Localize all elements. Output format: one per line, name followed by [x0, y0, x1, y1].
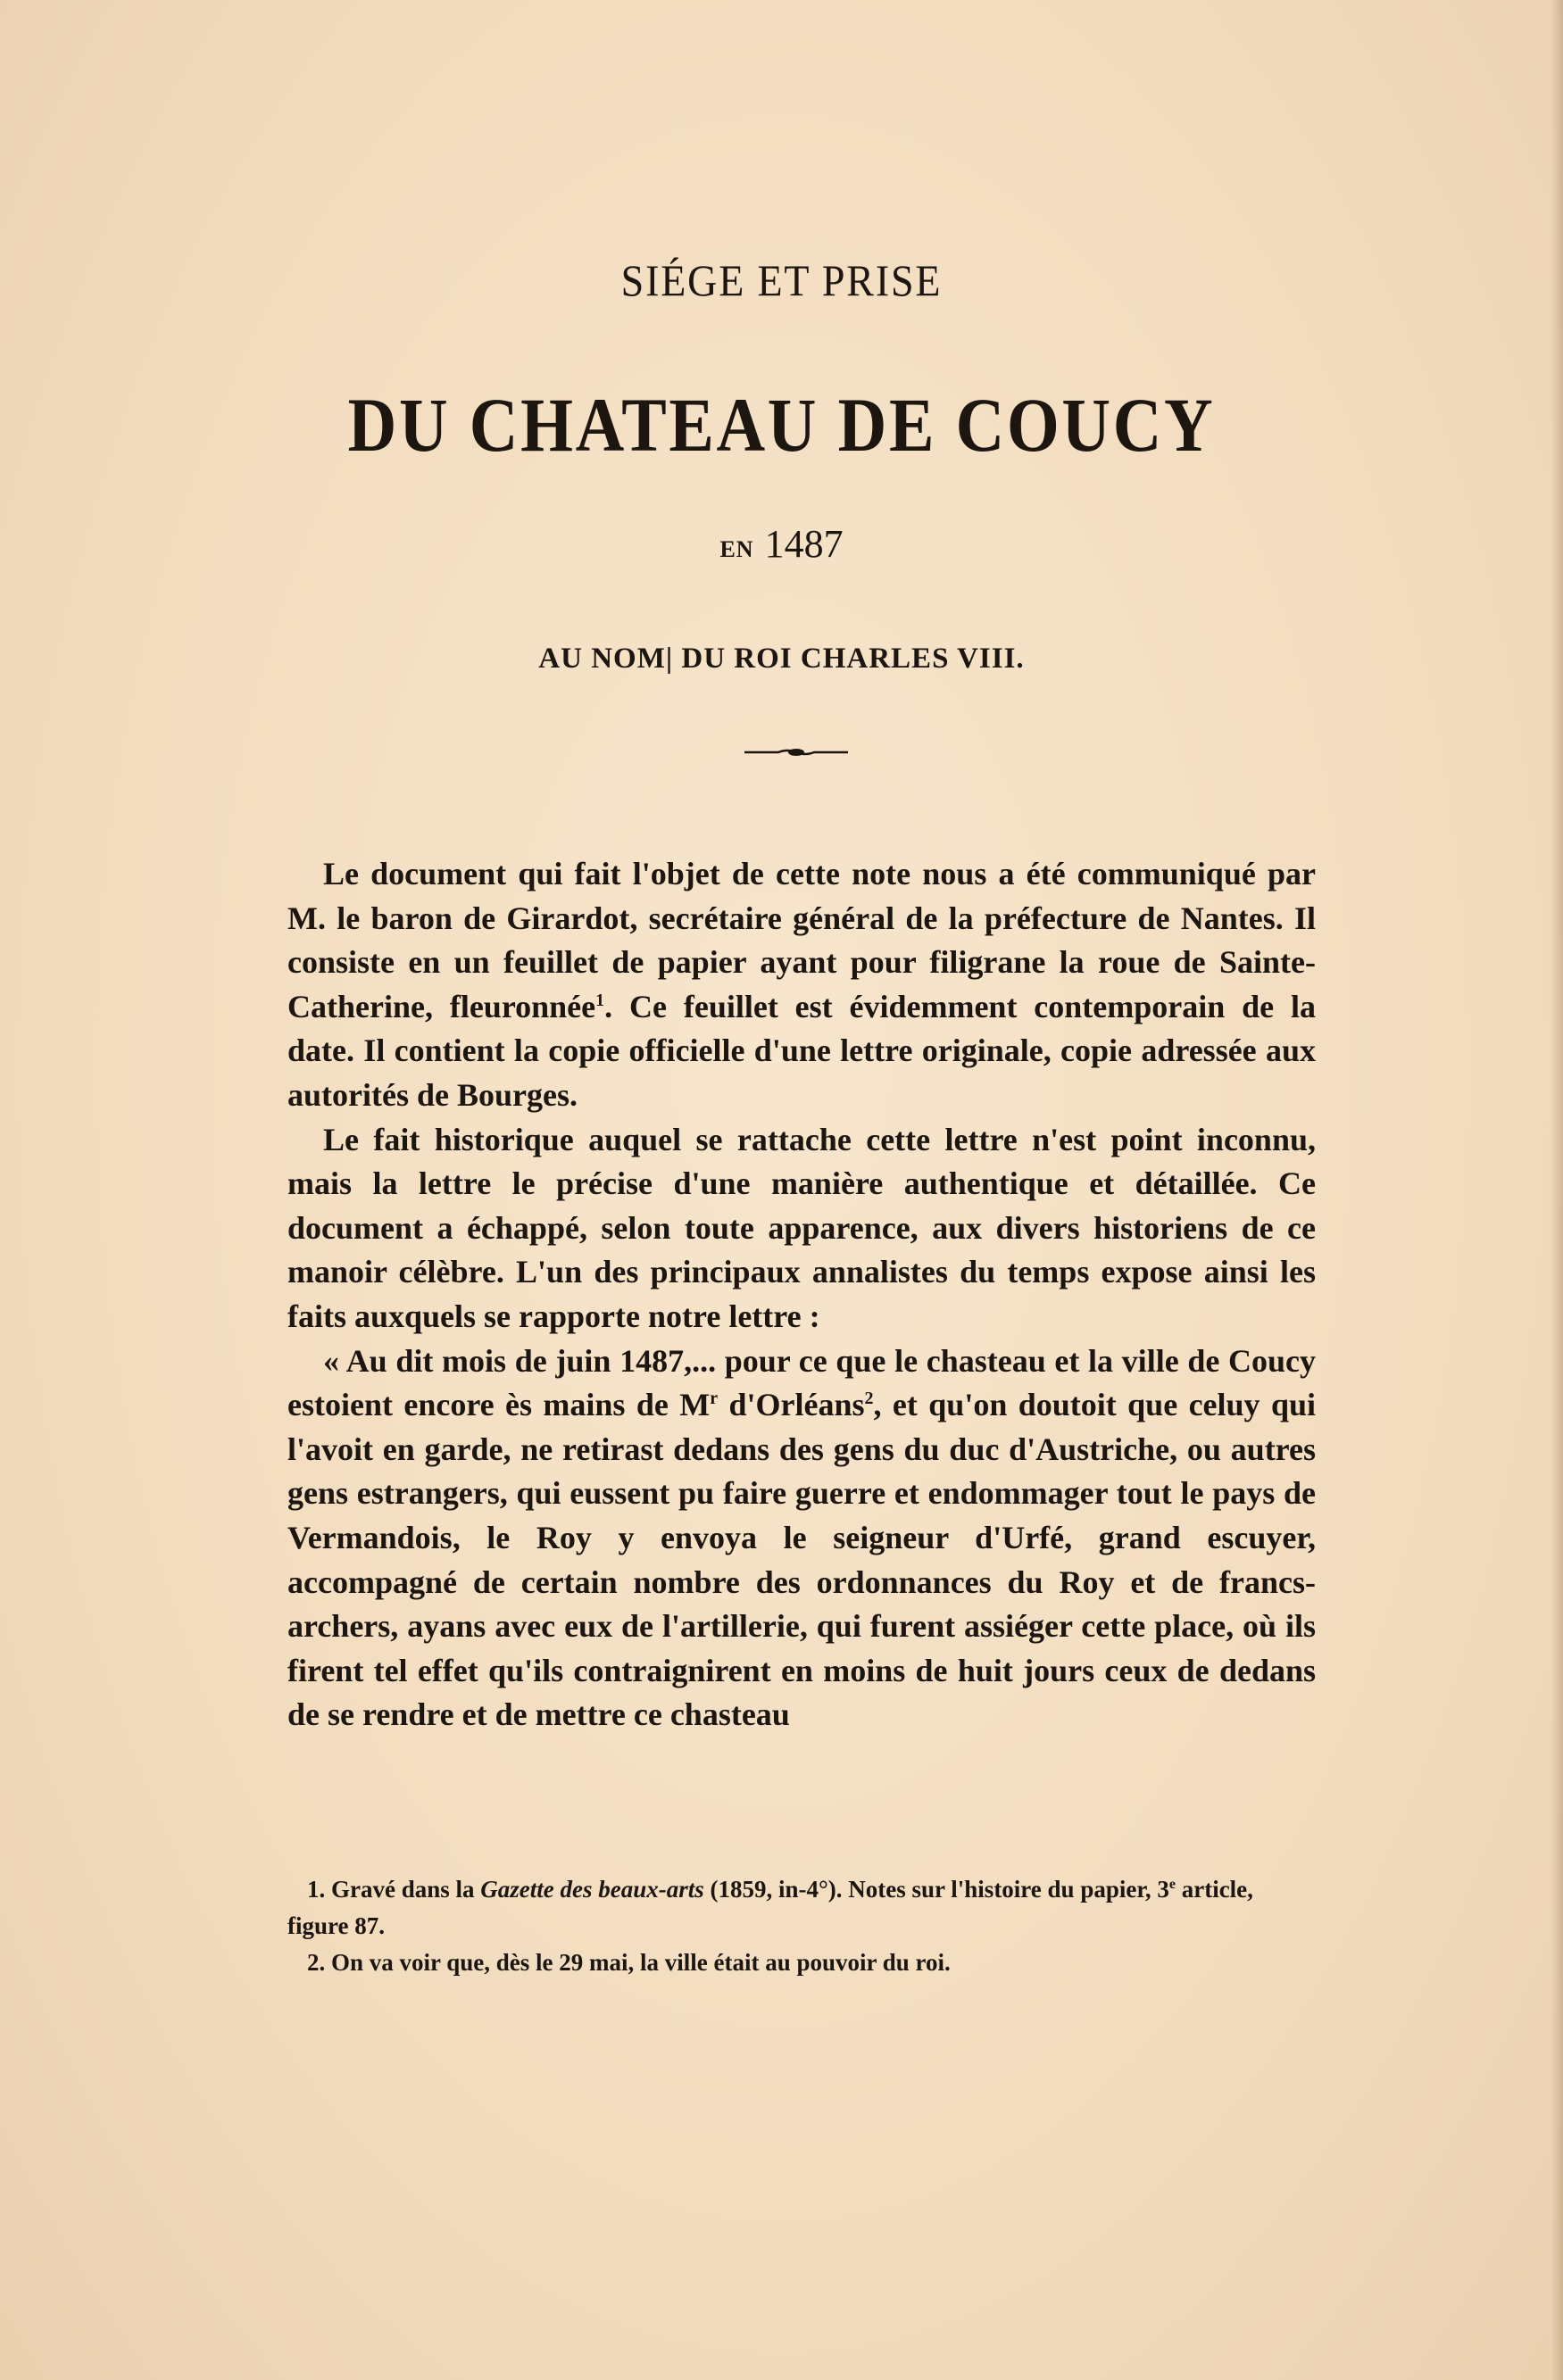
footnote-1: 1. Gravé dans la Gazette des beaux-arts (1859, in-4°). Notes sur l'histoire du papier, 3e article, figure 87. — [287, 1876, 1253, 1939]
paragraph-3-quote: « Au dit mois de juin 1487,... pour ce que le chasteau et la ville de Coucy estoient encore ès mains de $M^r$ d'Orléans$^2$, et qu'on doutoit que celuy qui l'avoit en garde, ne retirast dedans des gens du duc d'Austriche, ou autres gens estrangers, qui eussent pu faire guerre et endommager tout le pays de Vermandois, le Roy y envoya le seigneur d'Urfé, grand escuyer, accompagné de certain nombre des ordonnances du Roy et de francs-archers, ayans avec eux de l'artillerie, qui furent assiéger cette place, où ils firent tel effet qu'ils contraignirent en moins de huit jours ceux de dedans de se rendre et de mettre ce chasteau — [287, 1342, 1316, 1733]
footnote-ref-2: 2 — [864, 1389, 874, 1409]
footnote-ref-1: 1 — [595, 990, 605, 1010]
title-year: 1487 — [764, 522, 844, 566]
ornament-divider — [743, 748, 850, 757]
footnote-2: 2. On va voir que, dès le 29 mai, la ville était au pouvoir du roi. — [307, 1949, 951, 1976]
body-text — [287, 852, 1316, 1737]
title-year-line — [0, 521, 1563, 567]
title-main: DU CHATEAU DE COUCY — [347, 382, 1216, 468]
title-subtitle: AU NOM| DU ROI CHARLES VIII. — [538, 643, 1025, 675]
title-line-1: SIÉGE ET PRISE — [620, 255, 943, 305]
paragraph-1: Le document qui fait l'objet de cette note nous a été communiqué par M. le baron de Girardot, secrétaire général de la préfecture de Nantes. Il consiste en un feuillet de papier ayant pour filigrane la roue de Sainte-Catherine, fleuronnée$^1$. Ce feuillet est évidemment contemporain de la date. Il contient la copie officielle d'une lettre originale, copie adressée aux autorités de Bourges. — [287, 856, 1316, 1113]
footnotes — [287, 1871, 1316, 1981]
title-year-prefix: EN — [719, 536, 754, 562]
paragraph-2: Le fait historique auquel se rattache cette lettre n'est point inconnu, mais la lettre le précise d'une manière authentique et détaillée. Ce document a échappé, selon toute apparence, aux divers historiens de ce manoir célèbre. L'un des principaux annalistes du temps expose ainsi les faits auxquels se rapporte notre lettre : — [287, 1121, 1316, 1334]
publication-title: Gazette des beaux-arts — [480, 1876, 704, 1903]
superscript-r: r — [710, 1389, 719, 1409]
page-edge-shadow — [1551, 0, 1563, 2380]
